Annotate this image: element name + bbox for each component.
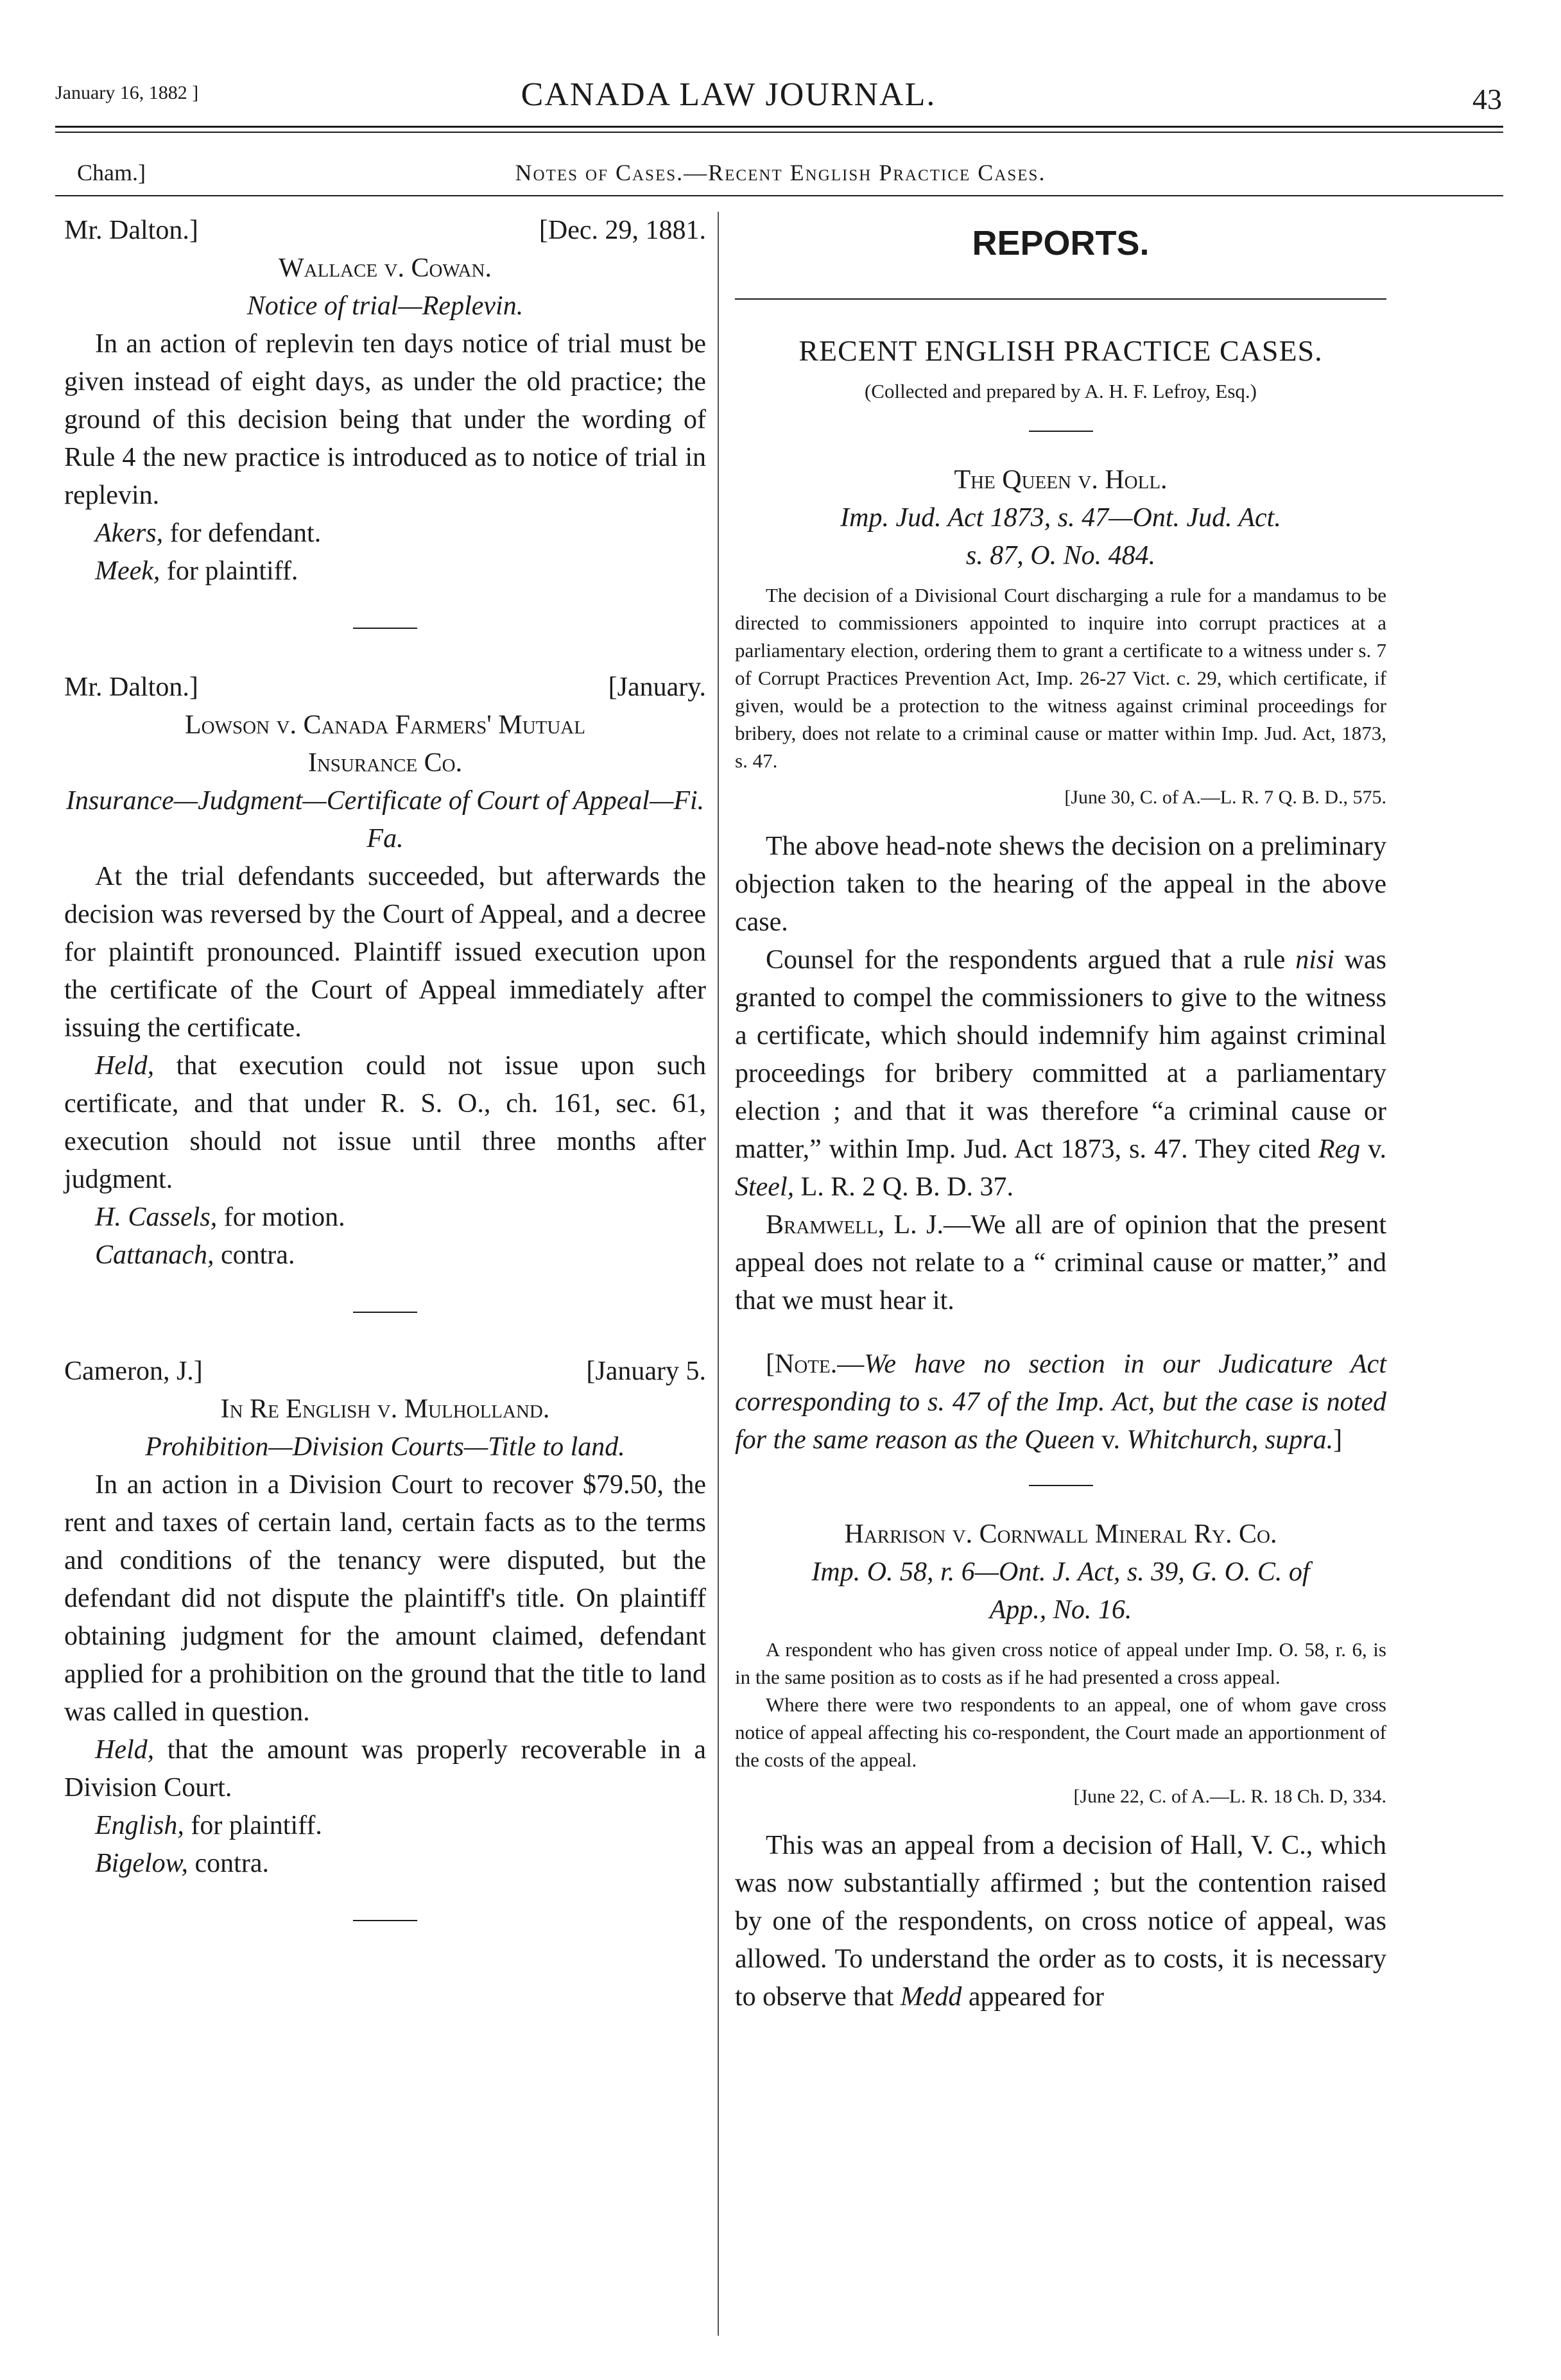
italic-term: Queen bbox=[1024, 1425, 1095, 1455]
counsel-line bbox=[64, 552, 706, 590]
case-body: In an action in a Division Court to recover $79.50, the rent and taxes of certain land, certain facts as to the terms and conditions of the tenancy were disputed, but the defendant did not dispute the plaintiff's title. On plaintiff obtaining judgment for the amount claimed, defendant applied for a prohibition on the ground that the title to land was called in question. bbox=[64, 1470, 706, 1727]
case-reference: Imp. O. 58, r. 6—Ont. J. Act, s. 39, G. O. C. of bbox=[811, 1557, 1310, 1587]
case-citation: [June 22, C. of A.—L. R. 18 Ch. D, 334. bbox=[1073, 1786, 1386, 1807]
case-subject: Prohibition—Division Courts—Title to land. bbox=[145, 1432, 625, 1462]
counsel-name: H. Cassels, bbox=[95, 1203, 218, 1232]
left-column bbox=[64, 212, 706, 1961]
page-number: 43 bbox=[1472, 83, 1502, 116]
case-date: [January 5. bbox=[586, 1357, 706, 1386]
case-separator bbox=[353, 1312, 417, 1313]
case-body: In an action of replevin ten days notice of trial must be given instead of eight days, as under the old practice; the ground of this decision being that under the wording of Rule 4 the new practice is introduced as to notice of trial in replevin. bbox=[64, 329, 706, 510]
case-separator bbox=[1029, 431, 1093, 432]
section-heading: RECENT ENGLISH PRACTICE CASES. bbox=[798, 334, 1323, 367]
reports-rule bbox=[735, 298, 1386, 300]
editor-note bbox=[735, 1346, 1386, 1459]
case-headnote: Where there were two respondents to an appeal, one of whom gave cross notice of appeal affecting his co-respondent, the Court made an apportionment of the costs of the appeal. bbox=[735, 1693, 1386, 1771]
counsel-name: Meek, bbox=[95, 556, 160, 586]
case-headnote: The decision of a Divisional Court discharging a rule for a mandamus to be directed to commissioners appointed to inquire into corrupt practices at a parliamentary election, ordering them to grant a certificate to a witness under s. 7 of Corrupt Practices Prevention Act, Imp. 26-27 Vict. c. 29, which certificate, if given, would be a protection to the witness against criminal proceedings for bribery, does not relate to a criminal cause or matter within Imp. Jud. Act, 1873, s. 47. bbox=[735, 584, 1386, 772]
text-run: This was an appeal from a decision of Hall, V. C., which was now substantially affirmed ; but the contention raised by one of the respondents, on cross notice of appeal, was allowed. To understand the order as to costs, it is necessary to observe that bbox=[735, 1831, 1386, 2012]
judgment-paragraph bbox=[735, 1206, 1386, 1320]
collected-by: (Collected and prepared by A. H. F. Lefroy, Esq.) bbox=[864, 380, 1257, 402]
judgment-text: —We all are of opinion that the present appeal does not relate to a “ criminal cause or matter,” and that we must hear it. bbox=[735, 1210, 1386, 1315]
case-reference: Imp. Jud. Act 1873, s. 47—Ont. Jud. Act. bbox=[840, 503, 1281, 533]
case-title: Lowson v. Canada Farmers' Mutual bbox=[185, 710, 585, 740]
section-court: Cham.] bbox=[77, 160, 146, 185]
case-separator bbox=[353, 1920, 417, 1921]
case-wallace-cowan bbox=[64, 212, 706, 590]
text-run: Counsel for the respondents argued that a rule bbox=[766, 945, 1296, 975]
case-judge: Mr. Dalton.] bbox=[64, 672, 198, 702]
case-title: The Queen v. Holl. bbox=[954, 465, 1168, 495]
counsel-name: English, bbox=[95, 1811, 184, 1840]
italic-term: Reg bbox=[1318, 1134, 1361, 1164]
italic-term: nisi bbox=[1295, 945, 1334, 975]
case-separator bbox=[1029, 1485, 1093, 1486]
case-header bbox=[64, 212, 706, 250]
case-title-continued: Insurance Co. bbox=[307, 748, 463, 778]
case-harrison bbox=[735, 1516, 1386, 2016]
counsel-role: for plaintiff. bbox=[184, 1811, 322, 1840]
held-text: that the amount was properly recoverable in a Division Court. bbox=[64, 1735, 706, 1802]
column-divider bbox=[718, 212, 719, 2336]
text-run: v. bbox=[1360, 1134, 1386, 1164]
journal-title: CANADA LAW JOURNAL. bbox=[521, 76, 936, 113]
note-label: [Note.— bbox=[766, 1349, 865, 1379]
case-holding bbox=[64, 1047, 706, 1199]
case-queen-holl bbox=[735, 461, 1386, 1459]
counsel-line bbox=[64, 1237, 706, 1274]
case-title: Wallace v. Cowan. bbox=[279, 253, 492, 283]
held-text: that execution could not issue upon such certificate, and that under R. S. O., ch. 161, sec. 61, execution should not issue until three months after judgment. bbox=[64, 1051, 706, 1194]
case-judge: Mr. Dalton.] bbox=[64, 216, 198, 245]
counsel-line bbox=[64, 515, 706, 552]
counsel-name: Cattanach, bbox=[95, 1240, 214, 1270]
case-body: At the trial defendants succeeded, but afterwards the decision was reversed by the Court of Appeal, and a decree for plaintift pronounced. Plaintiff issued execution upon the certificate of the Court of Appeal immediately after issuing the certificate. bbox=[64, 862, 706, 1043]
italic-term: Whitchurch, supra. bbox=[1126, 1425, 1334, 1455]
text-run: We have no section in our Judicature Act corresponding to s. 47 of the Imp. Act, but the case is noted for the same reason as the bbox=[735, 1349, 1386, 1455]
counsel-line bbox=[64, 1199, 706, 1237]
italic-term: Steel, bbox=[735, 1172, 795, 1202]
counsel-role: contra. bbox=[214, 1240, 295, 1270]
case-holding bbox=[64, 1731, 706, 1807]
issue-date: January 16, 1882 ] bbox=[55, 82, 199, 103]
held-word: Held, bbox=[95, 1051, 155, 1081]
header-rule-top bbox=[55, 126, 1503, 128]
held-word: Held, bbox=[95, 1735, 155, 1765]
case-subject: Notice of trial—Replevin. bbox=[246, 291, 524, 321]
text-run: was granted to compel the commissioners to give to the witness a certificate, which should indemnify him against criminal proceedings for bribery committed at a parliamentary election ; and that it was therefore “a criminal cause or matter,” within Imp. Jud. Act 1873, s. 47. They cited bbox=[735, 945, 1386, 1164]
case-english-mulholland bbox=[64, 1353, 706, 1883]
text-run: L. R. 2 Q. B. D. 37. bbox=[794, 1172, 1013, 1202]
counsel-role: for defendant. bbox=[163, 518, 322, 548]
case-date: [Dec. 29, 1881. bbox=[539, 216, 706, 245]
case-paragraph bbox=[735, 941, 1386, 1206]
case-lowson bbox=[64, 669, 706, 1274]
section-title: Notes of Cases.—Recent English Practice Cases. bbox=[515, 160, 1046, 185]
case-paragraph: The above head-note shews the decision on a preliminary objection taken to the hearing of the appeal in the above case. bbox=[735, 832, 1386, 937]
text-run: v. bbox=[1094, 1425, 1127, 1455]
case-citation: [June 30, C. of A.—L. R. 7 Q. B. D., 575. bbox=[1064, 787, 1386, 808]
case-separator bbox=[353, 628, 417, 629]
header-rule-bottom bbox=[55, 132, 1503, 133]
case-date: [January. bbox=[608, 672, 706, 702]
case-header bbox=[64, 669, 706, 706]
judge-name: Bramwell, L. J. bbox=[766, 1210, 944, 1240]
text-run: ] bbox=[1333, 1425, 1343, 1455]
text-run: appeared for bbox=[962, 1982, 1104, 2012]
counsel-role: for motion. bbox=[217, 1203, 345, 1232]
case-reference-continued: s. 87, O. No. 484. bbox=[965, 541, 1156, 570]
italic-term: Medd bbox=[900, 1982, 962, 2012]
case-paragraph bbox=[735, 1827, 1386, 2016]
counsel-role: contra. bbox=[188, 1849, 269, 1878]
case-subject: Insurance—Judgment—Certificate of Court of Appeal—Fi. Fa. bbox=[65, 786, 705, 853]
subheader-rule bbox=[55, 195, 1503, 196]
case-headnote: A respondent who has given cross notice of appeal under Imp. O. 58, r. 6, is in the same position as to costs as if he had presented a cross appeal. bbox=[735, 1638, 1386, 1688]
case-judge: Cameron, J.] bbox=[64, 1357, 203, 1386]
case-title: Harrison v. Cornwall Mineral Ry. Co. bbox=[844, 1520, 1277, 1549]
counsel-name: Bigelow, bbox=[95, 1849, 189, 1878]
case-title: In Re English v. Mulholland. bbox=[220, 1394, 550, 1424]
counsel-line bbox=[64, 1807, 706, 1845]
right-column bbox=[735, 212, 1386, 2016]
reports-heading: REPORTS. bbox=[972, 224, 1150, 262]
case-reference-continued: App., No. 16. bbox=[989, 1595, 1132, 1625]
counsel-name: Akers, bbox=[95, 518, 164, 548]
counsel-line bbox=[64, 1845, 706, 1883]
case-header bbox=[64, 1353, 706, 1391]
counsel-role: for plaintiff. bbox=[160, 556, 298, 586]
